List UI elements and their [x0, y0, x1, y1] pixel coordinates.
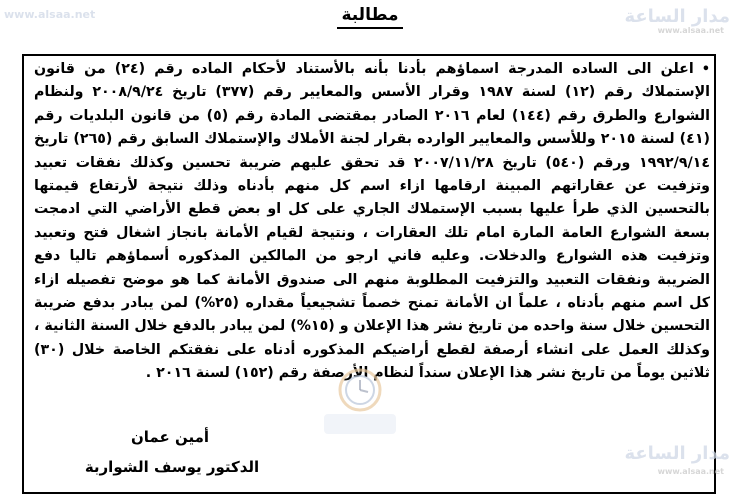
watermark-top-left: www.alsaa.net — [4, 8, 96, 21]
bullet-icon: • — [701, 62, 710, 77]
notice-body — [34, 58, 710, 386]
signatory-title: أمين عمان — [130, 428, 209, 446]
notice-title — [0, 4, 740, 29]
watermark-top-right: مدار الساعة — [624, 6, 730, 27]
notice-body-text: اعلن الى الساده المدرجة اسماؤهم بأدنا بأنه بالأستناد لأحكام الماده رقم (٢٤) من قانون الإستملاك رقم (١٢) لسنة ١٩٨٧ وقرار الأسس والمعايير رقم (٣٧٧) تاريخ ٢٠٠٨/٩/٢٤ ولنظام الشوارع والطرق رقم (١٤٤) لعام ٢٠١٦ الصادر بمقتضى المادة رقم (٥) من قانون البلديات رقم (٤١) لسنة ٢٠١٥ وللأسس والمعايير الوارده بقرار لجنة الأملاك والإستملاك السابق رقم (٢٦٥) تاريخ ١٩٩٢/٩/١٤ ورقم (٥٤٠) تاريخ ٢٠٠٧/١١/٢٨ قد تحقق عليهم ضريبة تحسين وكذلك نفقات تعبيد وتزفيت عن عقاراتهم المبينة ارقامها ازاء اسم كل منهم بأدناه وذلك نتيجة لأرتفاع قيمتها بالتحسين الذي طرأ عليها بسبب الإستملاك الجاري على كل او بعض قطع الأراضي التي ادمجت بسعة الشوارع العامة المارة امام تلك العقارات ، ونتيجة لقيام الأمانة بانجاز اشغال فتح وتعبيد وتزفيت هذه الشوارع والدخلات. وعليه فاني ارجو من المالكين المذكوره أسماؤهم تاليا دفع الضريبة ونفقات التعبيد والتزفيت المطلوبة منهم الى صندوق الأمانة كما هو موضح تفصيله ازاء كل اسم منهم بأدناه ، علماً ان الأمانة تمنح خصماً تشجيعياً مقداره (٢٥%) لمن يبادر بدفع ضريبة التحسين خلال سنة واحده من تاريخ نشر هذا الإعلان و (١٥%) لمن يبادر بالدفع خلال السنة الثانية ، وكذلك العمل على انشاء أرصفة لقطع أراضيكم المذكوره أدناه على نفقتكم الخاصة خلال (٣٠) ثلاثين يوماً من تاريخ نشر هذا الإعلان سنداً لنظام الأرصفة رقم (١٥٢) لسنة ٢٠١٦ . — [34, 61, 710, 382]
signatory-name: الدكتور يوسف الشواربة — [84, 458, 260, 476]
watermark-top-right-url: www.alsaa.net — [657, 26, 724, 35]
watermark-bottom-right-url: www.alsaa.net — [657, 467, 724, 476]
watermark-bottom-right: مدار الساعة — [624, 443, 730, 464]
notice-title-text: مطالبة — [337, 4, 402, 29]
